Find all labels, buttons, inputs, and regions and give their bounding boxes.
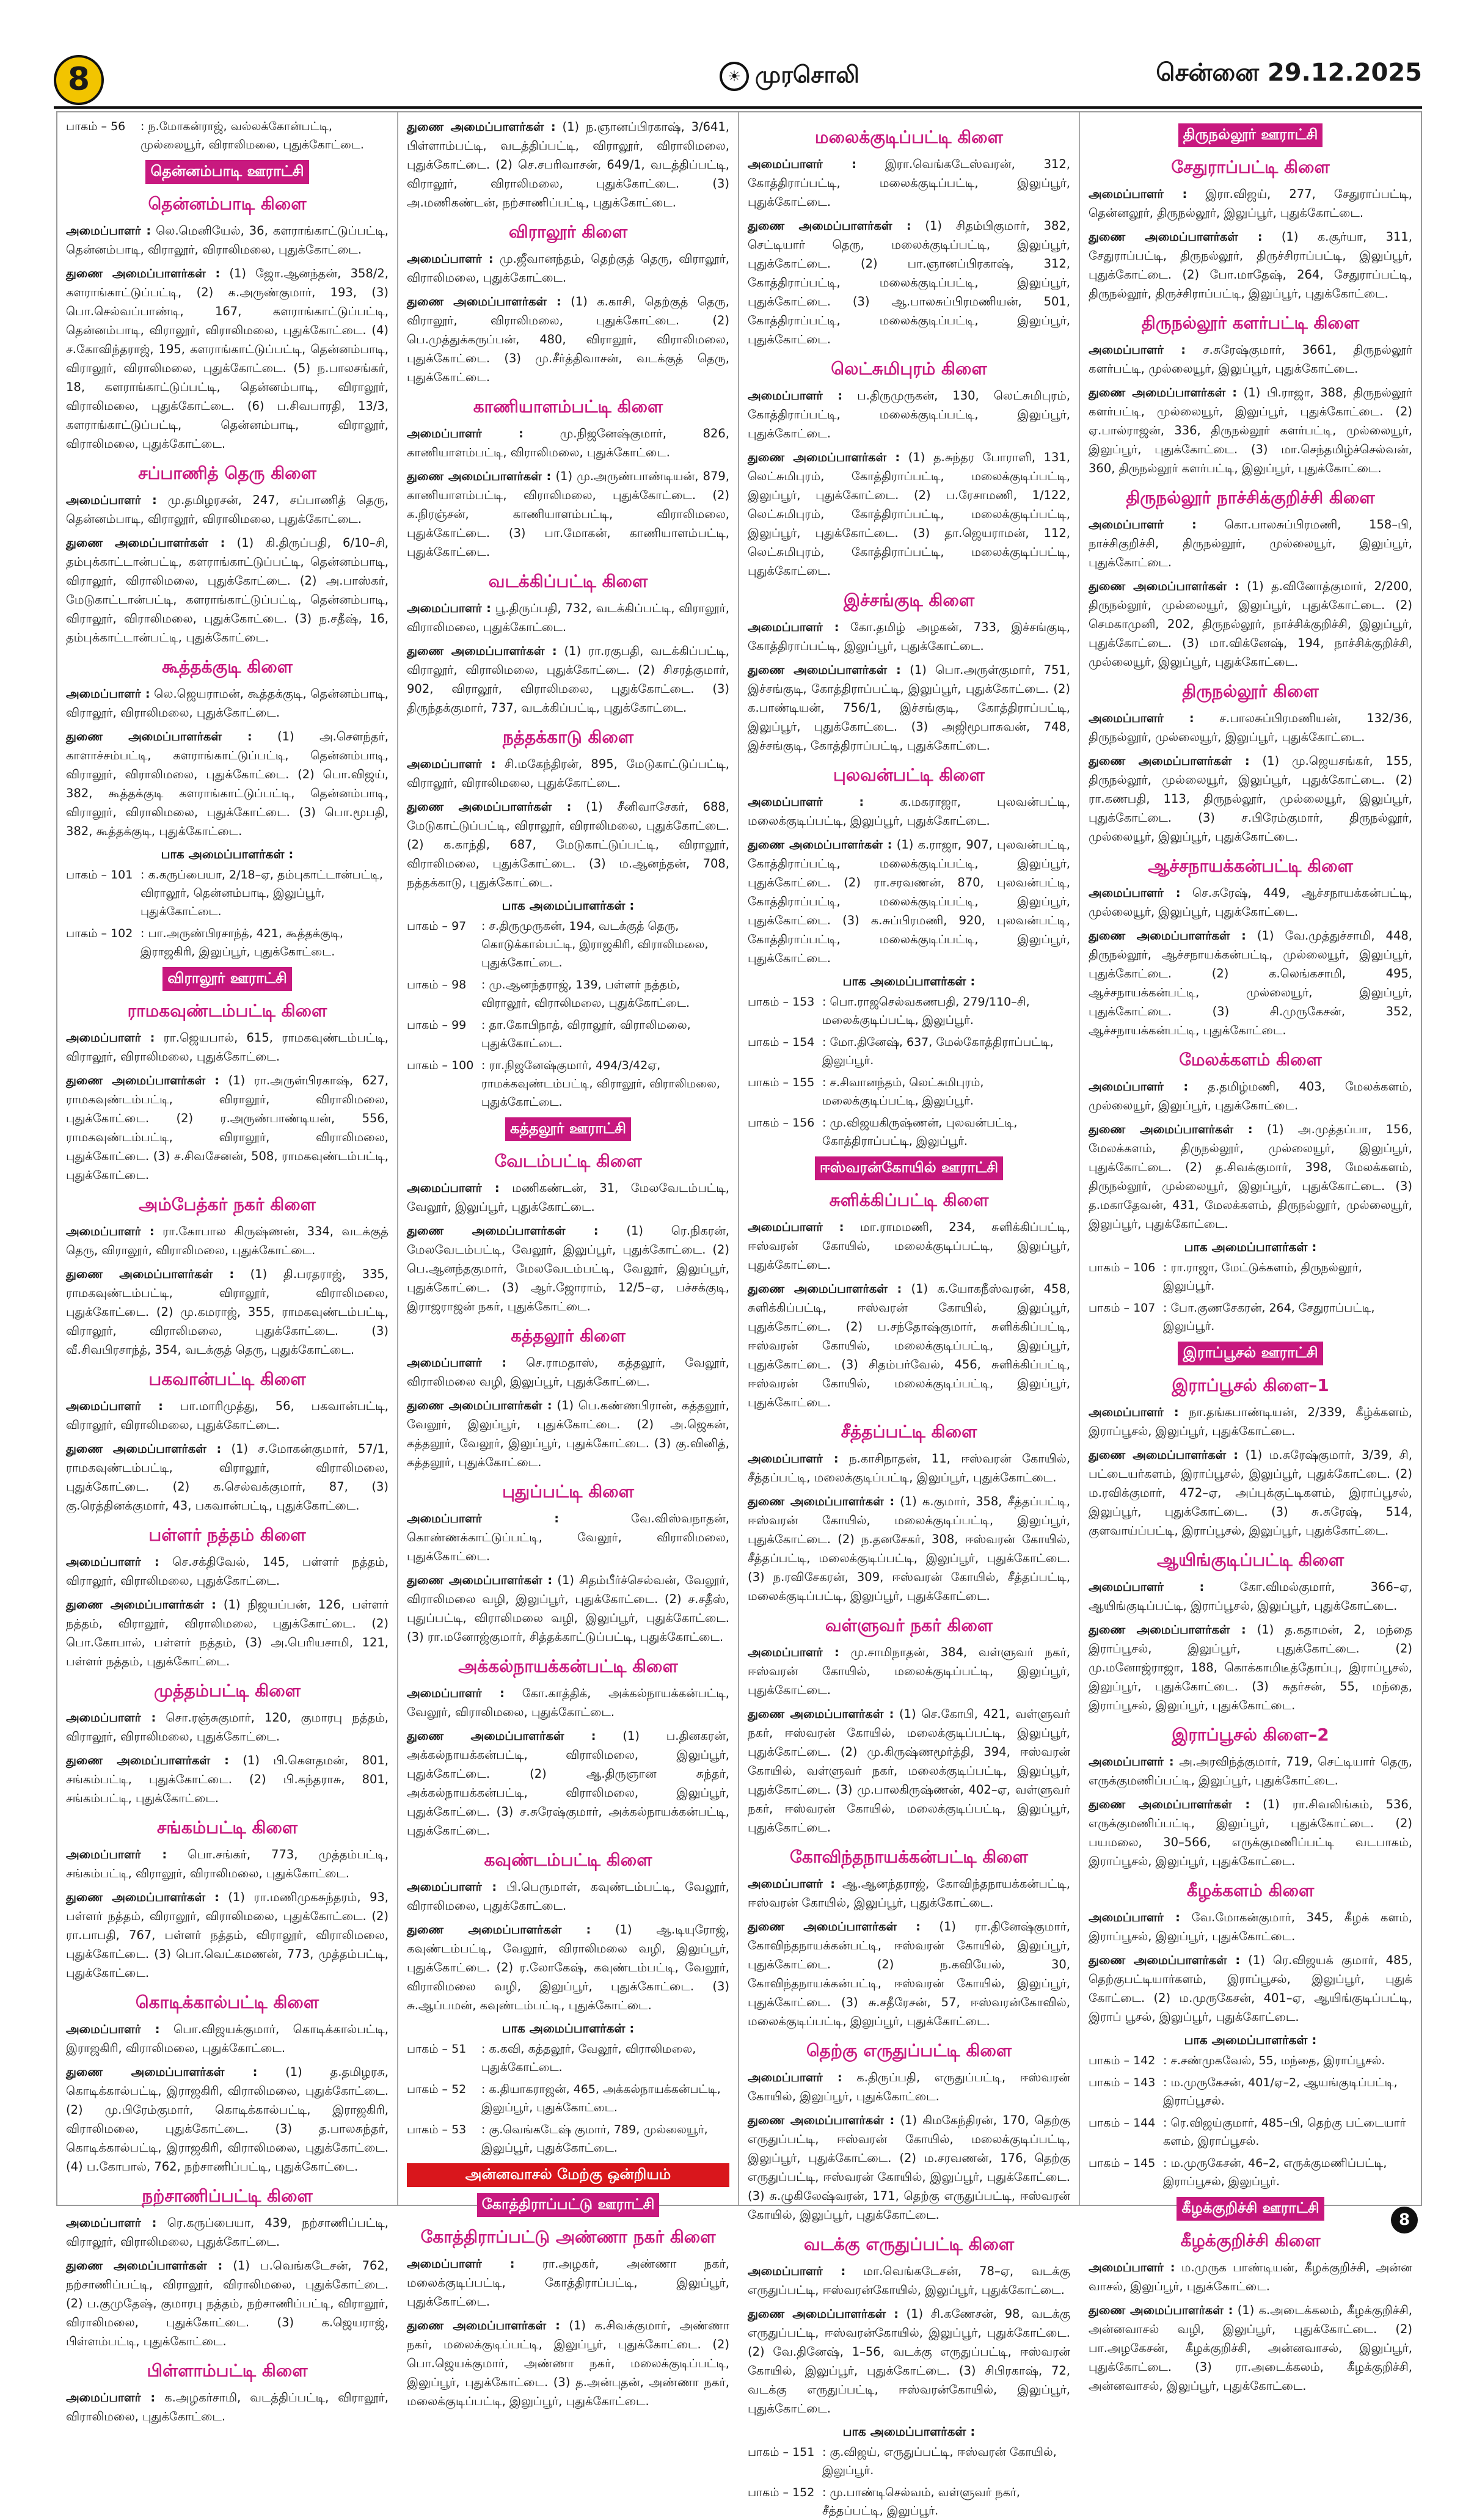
booth-row: பாகம் – 100 : ரா.நிஜனேஷ்குமார், 494/3/42ஏ, ராமக்கவுண்டம்பட்டி, விராலூர், விராலிமலை, புதுக்கோட்டை. — [407, 1059, 720, 1109]
booth-row: பாகம் – 142 : ச.சண்முகவேல், 55, மந்தை, இராப்பூசல். — [1089, 2054, 1385, 2067]
organizer-entry: அமைப்பாளர் : க.அழகர்சாமி, வடத்திப்பட்டி, விராலூர், விராலிமலை, புதுக்கோட்டை. — [66, 2390, 389, 2423]
branch-heading: சப்பாணித் தெரு கிளை — [138, 463, 316, 483]
organizer-entry: அமைப்பாளர் : லெ.ஜெயராமன், கூத்தக்குடி, தென்னம்பாடி, விராலூர், விராலிமலை, புதுக்கோட்டை. — [66, 687, 389, 720]
deputy-organizers-entry: துணை அமைப்பாளர்கள் : (1) ச.மோகன்குமார், 57/1, ராமகவுண்டம்பட்டி, விராலூர், விராலிமலை, புதுக்கோட்டை. (2) க.செல்வக்குமார், 87, (3) கு.ரெத்தினக்குமார், 43, பகவான்பட்டி, புதுக்கோட்டை. — [66, 1442, 389, 1513]
deputy-organizers-entry: துணை அமைப்பாளர்கள் : (1) கிமகேந்திரன், 170, தெற்கு எருதுப்பட்டி, ஈஸ்வரன் கோயில், மலைக்குடிப்பட்டி, இலுப்பூர், புதுக்கோட்டை. (2) ம.சரவணன், 176, தெற்கு எருதுப்பட்டி, ஈஸ்வரன் கோயில், இலுப்பூர், புதுக்கோட்டை. (3) சு.ழுகிலேஷ்வரன், 171, தெற்கு எருதுப்பட்டி, ஈஸ்வரன் கோயில், இலுப்பூர், புதுக்கோட்டை. — [748, 2113, 1070, 2222]
branch-heading: மேலக்களம் கிளை — [1179, 1050, 1322, 1070]
organizer-entry: அமைப்பாளர் : பி.பெருமாள், கவுண்டம்பட்டி, வேலூர், விராலிமலை, புதுக்கோட்டை. — [407, 1880, 729, 1913]
organizer-entry: அமைப்பாளர் : மணிகண்டன், 31, மேலவேடம்பட்டி, வேலூர், இலுப்பூர், புதுக்கோட்டை. — [407, 1181, 729, 1214]
organizer-entry: அமைப்பாளர் : மு.ஜீவானந்தம், தெற்குத் தெரு, விராலூர், விராலிமலை, புதுக்கோட்டை. — [407, 252, 729, 285]
deputy-organizers-entry: துணை அமைப்பாளர்கள் : (1) அ.முத்தப்பா, 156, மேலக்களம், திருநல்லூர், முல்லையூர், இலுப்பூர், புதுக்கோட்டை. (2) த.சிவக்குமார், 398, மேலக்களம், திருநல்லூர், முல்லையூர், இலுப்பூர், புதுக்கோட்டை. (3) த.மகாதேவன், 431, மேலக்களம், திருநல்லூர், முல்லையூர், இலுப்பூர், புதுக்கோட்டை. — [1089, 1122, 1413, 1231]
booth-organizers-heading: பாக அமைப்பாளர்கள் : — [842, 974, 976, 988]
deputy-organizers-entry: துணை அமைப்பாளர்கள் : (1) க.சிவக்குமார், அண்ணா நகர், மலைக்குடிப்பட்டி, இலுப்பூர், புதுக்கோட்டை. (2) பொ.ஜெயக்குமார், அண்ணா நகர், மலைக்குடிப்பட்டி, இலுப்பூர், புதுக்கோட்டை. (3) த.அன்புதன், அண்ணா நகர், மலைக்குடிப்பட்டி, இலுப்பூர், புதுக்கோட்டை. — [407, 2318, 729, 2408]
organizer-entry: அமைப்பாளர் : பொ.சங்கர், 773, முத்தம்பட்டி, சங்கம்பட்டி, விராலூர், விராலிமலை, புதுக்கோட்டை. — [66, 1847, 389, 1880]
branch-heading: வடக்கிப்பட்டி கிளை — [488, 571, 648, 591]
booth-organizers-heading: பாக அமைப்பாளர்கள் : — [161, 847, 294, 861]
deputy-organizers-entry: துணை அமைப்பாளர்கள் : (1) மு.அருண்பாண்டியன், 879, காணியாளம்பட்டி, விராலிமலை, புதுக்கோட்டை. (2) க.நிரஞ்சன், காணியாளம்பட்டி, விராலிமலை, புதுக்கோட்டை. (3) பா.மோகன், காணியாளம்பட்டி, புதுக்கோட்டை. — [407, 469, 730, 559]
branch-heading: அம்பேத்கர் நகர் கிளை — [139, 1194, 316, 1214]
organizer-entry: அமைப்பாளர் : கொ.பாலசுப்பிரமணி, 158–பி, நாச்சிகுறிச்சி, திருநல்லூர், முல்லையூர், இலுப்பூர், புதுக்கோட்டை. — [1089, 517, 1413, 569]
deputy-organizers-entry: துணை அமைப்பாளர்கள் : (1) க.ராஜா, 907, புலவன்பட்டி, கோத்திராப்பட்டி, மலைக்குடிப்பட்டி, இலுப்பூர், புதுக்கோட்டை. (2) ரா.சரவணன், 870, புலவன்பட்டி, கோத்திராப்பட்டி, மலைக்குடிப்பட்டி, இலுப்பூர், புதுக்கோட்டை. (3) க.சுப்பிரமணி, 920, புலவன்பட்டி, கோத்திராப்பட்டி, மலைக்குடிப்பட்டி, இலுப்பூர், புதுக்கோட்டை. — [748, 838, 1070, 965]
panchayat-band: கோத்திராப்பட்டு ஊராட்சி — [477, 2193, 660, 2217]
branch-heading: திருநல்லூர் கிளை — [1182, 681, 1319, 701]
page-columns — [56, 111, 1422, 2518]
booth-row: பாகம் – 106 : ரா.ராஜா, மேட்டுக்களம், திருநல்லூர், இலுப்பூர். — [1089, 1261, 1362, 1293]
booth-row: பாகம் – 143 : ம.முருகேசன், 401/ஏ–2, ஆயங்குடிப்பட்டி, இராப்பூசல். — [1089, 2076, 1398, 2108]
panchayat-band: திருநல்லூர் ஊராட்சி — [1178, 123, 1323, 147]
publication-name: முரசொலி — [755, 61, 859, 88]
booth-row: பாகம் – 53 : கு.வெங்கடேஷ் குமார், 789, முல்லையூர், இலுப்பூர், புதுக்கோட்டை. — [407, 2123, 708, 2155]
deputy-organizers-entry: துணை அமைப்பாளர்கள் : (1) பி.ராஜா, 388, திருநல்லூர் களர்பட்டி, முல்லையூர், இலுப்பூர், புதுக்கோட்டை. (2) ஏ.பால்ராஜன், 336, திருநல்லூர் களர்பட்டி, முல்லையூர், இலுப்பூர், புதுக்கோட்டை. (3) மா.செந்தமிழ்ச்செல்வன், 360, திருநல்லூர் களர்பட்டி, இலுப்பூர், புதுக்கோட்டை. — [1089, 385, 1412, 475]
booth-row: பாகம் – 156 : மு.விஜயகிருஷ்ணன், புலவன்பட்டி, கோத்திராப்பட்டி, இலுப்பூர். — [748, 1116, 1018, 1148]
deputy-organizers-entry: துணை அமைப்பாளர்கள் : (1) ஆ.டியுரோஜ், கவுண்டம்பட்டி, வேலூர், விராலிமலை வழி, இலுப்பூர், புதுக்கோட்டை. (2) ர.லோகேஷ், கவுண்டம்பட்டி, வேலூர், விராலிமலை வழி, இலுப்பூர், புதுக்கோட்டை. (3) சு.ஆப்பமன், கவுண்டம்பட்டி, புதுக்கோட்டை. — [407, 1923, 729, 2012]
footer-page-number: 8 — [1391, 2207, 1418, 2233]
booth-row: பாகம் – 56 : ந.மோகன்ராஜ், வல்லக்கோன்பட்டி, முல்லையூர், விராலிமலை, புதுக்கோட்டை. — [66, 120, 364, 152]
branch-heading: சங்கம்பட்டி கிளை — [156, 1817, 298, 1838]
deputy-organizers-entry: துணை அமைப்பாளர்கள் : (1) க.குமார், 358, சீத்தப்பட்டி, ஈஸ்வரன் கோயில், மலைக்குடிப்பட்டி, இலுப்பூர், புதுக்கோட்டை. (2) ந.தனசேகர், 308, ஈஸ்வரன் கோயில், சீத்தப்பட்டி, மலைக்குடிப்பட்டி, இலுப்பூர், புதுக்கோட்டை. (3) ந.ரவிசேகரன், 309, ஈஸ்வரன் கோயில், சீத்தப்பட்டி, மலைக்குடிப்பட்டி, இலுப்பூர், புதுக்கோட்டை. — [748, 1494, 1071, 1603]
branch-heading: பள்ளர் நத்தம் கிளை — [148, 1525, 306, 1545]
branch-heading: இச்சங்குடி கிளை — [843, 590, 975, 610]
organizer-entry: அமைப்பாளர் : ச.சுரேஷ்குமார், 3661, திருநல்லூர் களர்பட்டி, முல்லையூர், இலுப்பூர், புதுக்கோட்டை. — [1089, 343, 1412, 376]
booth-row: பாகம் – 152 : மு.பாண்டிசெல்வம், வள்ளுவர் நகர், சீத்தப்பட்டி, இலுப்பூர். — [748, 2486, 1020, 2518]
booth-row: பாகம் – 144 : ரெ.விஜய்குமார், 485–பி, தெற்கு பட்டையார் களம், இராப்பூசல். — [1089, 2116, 1406, 2148]
organizer-entry: அமைப்பாளர் : ம.முருக பாண்டியன், கீழக்குறிச்சி, அன்ன வாசல், இலுப்பூர், புதுக்கோட்டை. — [1089, 2260, 1412, 2293]
deputy-organizers-entry: துணை அமைப்பாளர்கள் : (1) த.வினோத்குமார், 2/200, திருநல்லூர், முல்லையூர், இலுப்பூர், புதுக்கோட்டை. (2) செமகாமுனி, 202, திருநல்லூர், நாச்சிக்குறிச்சி, இலுப்பூர், புதுக்கோட்டை. (3) மா.விக்னேஷ், 194, நாச்சிக்குறிச்சி, முல்லையூர், இலுப்பூர், புதுக்கோட்டை. — [1089, 579, 1413, 669]
organizer-entry: அமைப்பாளர் : க.திருப்பதி, எருதுப்பட்டி, ஈஸ்வரன் கோயில், இலுப்பூர், புதுக்கோட்டை. — [748, 2070, 1070, 2103]
booth-row: பாகம் – 99 : தா.கோபிநாத், விராலூர், விராலிமலை, புதுக்கோட்டை. — [407, 1018, 691, 1050]
booth-row: பாகம் – 51 : க.கவி, கத்தலூர், வேலூர், விராலிமலை, புதுக்கோட்டை. — [407, 2042, 696, 2074]
organizer-entry: அமைப்பாளர் : பூ.திருப்பதி, 732, வடக்கிப்பட்டி, விராலூர், விராலிமலை, புதுக்கோட்டை. — [407, 601, 729, 634]
sun-emblem-icon: ☀ — [720, 62, 749, 91]
deputy-organizers-entry: துணை அமைப்பாளர்கள் : (1) க.சூர்யா, 311, சேதுராப்பட்டி, திருநல்லூர், திருச்சிராப்பட்டி, இலுப்பூர், புதுக்கோட்டை. (2) போ.மாதேஷ், 264, சேதுராப்பட்டி, திருநல்லூர், திருச்சிராப்பட்டி, இலுப்பூர், புதுக்கோட்டை. — [1089, 230, 1412, 301]
organizer-entry: அமைப்பாளர் : கோ.விமல்குமார், 366–ஏ, ஆயிங்குடிப்பட்டி, இராப்பூசல், இலுப்பூர், புதுக்கோட்டை. — [1089, 1580, 1412, 1613]
page-header — [54, 55, 1422, 103]
branch-heading: லெட்சுமிபுரம் கிளை — [831, 359, 987, 379]
branch-heading: புலவன்பட்டி கிளை — [833, 765, 985, 785]
branch-heading: தென்னம்பாடி கிளை — [148, 194, 307, 214]
branch-heading: கீழக்குறிச்சி கிளை — [1180, 2230, 1321, 2251]
organizer-entry: அமைப்பாளர் : கோ.தமிழ் அழகன், 733, இச்சங்குடி, கோத்திராப்பட்டி, இலுப்பூர், புதுக்கோட்டை. — [748, 620, 1070, 653]
organizer-entry: அமைப்பாளர் : ரா.கோபால கிருஷ்ணன், 334, வடக்குத் தெரு, விராலூர், விராலிமலை, புதுக்கோட்டை. — [66, 1224, 389, 1257]
booth-row: பாகம் – 155 : ச.சிவானந்தம், லெட்சுமிபுரம், மலைக்குடிப்பட்டி, இலுப்பூர். — [748, 1076, 984, 1108]
booth-row: பாகம் – 145 : ம.முருகேசன், 46–2, எருக்குமணிப்பட்டி, இராப்பூசல், இலுப்பூர். — [1089, 2157, 1387, 2188]
branch-heading: ராமகவுண்டம்பட்டி கிளை — [127, 1001, 327, 1021]
organizer-entry: அமைப்பாளர் : அ.அரவிந்த்குமார், 719, செட்டியார் தெரு, எருக்குமணிப்பட்டி, இலுப்பூர், புதுக்கோட்டை. — [1089, 1755, 1413, 1788]
organizer-entry: அமைப்பாளர் : ச.பாலசுப்பிரமணியன், 132/36, திருநல்லூர், முல்லையூர், இலுப்பூர், புதுக்கோட்டை. — [1089, 711, 1412, 744]
branch-heading: வள்ளுவர் நகர் கிளை — [825, 1615, 993, 1635]
deputy-organizers-entry: துணை அமைப்பாளர்கள் : (1) செ.கோபி, 421, வள்ளுவர் நகர், ஈஸ்வரன் கோயில், மலைக்குடிப்பட்டி, இலுப்பூர், புதுக்கோட்டை. (2) மு.கிருஷ்ணமூர்த்தி, 394, ஈஸ்வரன் கோயில், வள்ளுவர் நகர், மலைக்குடிப்பட்டி, இலுப்பூர், புதுக்கோட்டை. (3) மு.பாலகிருஷ்ணன், 402–ஏ, வள்ளுவர் நகர், ஈஸ்வரன் கோயில், மலைக்குடிப்பட்டி, இலுப்பூர், புதுக்கோட்டை. — [748, 1707, 1071, 1835]
branch-heading: நற்சாணிப்பட்டி கிளை — [142, 2186, 313, 2206]
booth-organizers-heading: பாக அமைப்பாளர்கள் : — [1184, 2032, 1317, 2047]
panchayat-band: விராலூர் ஊராட்சி — [162, 967, 292, 991]
deputy-organizers-entry: துணை அமைப்பாளர்கள் : (1) அ.சௌந்தர், காளாச்சம்பட்டி, களராங்காட்டுப்பட்டி, தென்னம்பாடி, விராலூர், விராலிமலை, புதுக்கோட்டை. (2) பொ.விஜய், 382, கூத்தக்குடி களராங்காட்டுப்பட்டி, தென்னம்பாடி, விராலூர், விராலிமலை, புதுக்கோட்டை. (3) பொ.மூபதி, 382, கூத்தக்குடி, புதுக்கோட்டை. — [66, 729, 389, 838]
organizer-entry: அமைப்பாளர் : ப.திருமுருகன், 130, லெட்சுமிபுரம், கோத்திராப்பட்டி, மலைக்குடிப்பட்டி, இலுப்பூர், புதுக்கோட்டை. — [748, 389, 1071, 440]
deputy-organizers-entry: துணை அமைப்பாளர்கள் : (1) ரா.அருள்பிரகாஷ், 627, ராமகவுண்டம்பட்டி, விராலூர், விராலிமலை, புதுக்கோட்டை. (2) ர.அருண்பாண்டியன், 556, ராமகவுண்டம்பட்டி, விராலூர், விராலிமலை, புதுக்கோட்டை. (3) ச.சிவசேனன், 508, ராமகவுண்டம்பட்டி, புதுக்கோட்டை. — [66, 1073, 389, 1182]
column-2 — [398, 112, 739, 2408]
column-3 — [739, 112, 1080, 2518]
organizer-entry: அமைப்பாளர் : கோ.காத்திக், அக்கல்நாயக்கன்பட்டி, வேலூர், விராலிமலை, புதுக்கோட்டை. — [407, 1686, 729, 1719]
panchayat-band: இராப்பூசல் ஊராட்சி — [1178, 1342, 1323, 1365]
deputy-organizers-entry: துணை அமைப்பாளர்கள் : (1) ரெ.விஜயக் குமார், 485, தெற்குபட்டியார்களம், இராப்பூசல், இலுப்பூர், புதுக் கோட்டை. (2) ம.முருகேசன், 401–ஏ, ஆயிங்குடிப்பட்டி, இராப் பூசல், இலுப்பூர், புதுக்கோட்டை. — [1089, 1953, 1412, 2024]
deputy-organizers-entry: துணை அமைப்பாளர்கள் : (1) ரா.மணிமுகசுந்தரம், 93, பள்ளர் நத்தம், விராலூர், விராலிமலை, புதுக்கோட்டை. (2) ரா.பாபதி, 767, பள்ளர் நத்தம், விராலூர், விராலிமலை, புதுக்கோட்டை. (3) பொ.வெட்கமணன், 773, முத்தம்பட்டி, புதுக்கோட்டை. — [66, 1890, 389, 1980]
deputy-organizers-entry: துணை அமைப்பாளர்கள் : (1) த.சுந்தர போராளி, 131, லெட்சுமிபுரம், கோத்திராப்பட்டி, மலைக்குடிப்பட்டி, இலுப்பூர், புதுக்கோட்டை. (2) ப.ரேசாமணி, 1/122, லெட்சுமிபுரம், கோத்திராப்பட்டி, மலைக்குடிப்பட்டி, இலுப்பூர், புதுக்கோட்டை. (3) தா.ஜெயராமன், 112, லெட்சுமிபுரம், கோத்திராப்பட்டி, மலைக்குடிப்பட்டி, புதுக்கோட்டை. — [748, 450, 1070, 578]
branch-heading: வடக்கு எருதுப்பட்டி கிளை — [803, 2234, 1015, 2254]
organizer-entry: அமைப்பாளர் : நா.தங்கபாண்டியன், 2/339, கீழ்க்களம், இராப்பூசல், இலுப்பூர், புதுக்கோட்டை. — [1089, 1405, 1413, 1438]
organizer-entry: அமைப்பாளர் : ரா.அழகர், அண்ணா நகர், மலைக்குடிப்பட்டி, கோத்திராப்பட்டி, இலுப்பூர், புதுக்கோட்டை. — [407, 2257, 729, 2309]
branch-heading: கூத்தக்குடி கிளை — [162, 657, 293, 677]
panchayat-band: ஈஸ்வரன்கோயில் ஊராட்சி — [815, 1156, 1003, 1180]
organizer-entry: அமைப்பாளர் : த.தமிழ்மணி, 403, மேலக்களம், முல்லையூர், இலுப்பூர், புதுக்கோட்டை. — [1089, 1079, 1412, 1112]
branch-heading: பகவான்பட்டி கிளை — [148, 1369, 306, 1389]
organizer-entry: அமைப்பாளர் : மு.தமிழரசன், 247, சப்பாணித் தெரு, தென்னம்பாடி, விராலூர், விராலிமலை, புதுக்கோட்டை. — [66, 493, 389, 526]
organizer-entry: அமைப்பாளர் : இரா.விஜய், 277, சேதுராப்பட்டி, தென்னலூர், திருநல்லூர், இலுப்பூர், புதுக்கோட்டை. — [1089, 187, 1412, 220]
deputy-organizers-entry: துணை அமைப்பாளர்கள் : (1) நிஜயப்பன், 126, பள்ளர் நத்தம், விராலூர், விராலிமலை, புதுக்கோட்டை. (2) பொ.கோபால், பள்ளர் நத்தம், (3) அ.பெரியசாமி, 121, பள்ளர் நத்தம், புதுக்கோட்டை. — [66, 1598, 389, 1668]
booth-row: பாகம் – 107 : போ.குணசேகரன், 264, சேதுராப்பட்டி, இலுப்பூர். — [1089, 1301, 1375, 1333]
organizer-entry: அமைப்பாளர் : செ.சுரேஷ், 449, ஆச்சநாயக்கன்பட்டி, முல்லையூர், இலுப்பூர், புதுக்கோட்டை. — [1089, 886, 1412, 919]
branch-heading: மலைக்குடிப்பட்டி கிளை — [815, 127, 1003, 147]
column-1 — [57, 112, 398, 2423]
branch-heading: அக்கல்நாயக்கன்பட்டி கிளை — [458, 1656, 678, 1676]
organizer-entry: அமைப்பாளர் : செ.சக்திவேல், 145, பள்ளர் நத்தம், விராலூர், விராலிமலை, புதுக்கோட்டை. — [66, 1555, 389, 1588]
booth-row: பாகம் – 52 : க.தியாகராஜன், 465, அக்கல்நாயக்கன்பட்டி, இலுப்பூர், புதுக்கோட்டை. — [407, 2083, 721, 2114]
deputy-organizers-entry: துணை அமைப்பாளர்கள் : (1) தி.பரதராஜ், 335, ராமகவுண்டம்பட்டி, விராலூர், விராலிமலை, புதுக்கோட்டை. (2) மு.கமராஜ், 355, ராமகவுண்டம்பட்டி, விராலூர், விராலிமலை, புதுக்கோட்டை. (3) வீ.சிவபிரசாந்த், 354, வடக்குத் தெரு, புதுக்கோட்டை. — [66, 1267, 389, 1357]
organizer-entry: அமைப்பாளர் : பா.மாரிமுத்து, 56, பகவான்பட்டி, விராலூர், விராலிமலை, புதுக்கோட்டை. — [66, 1399, 389, 1432]
deputy-organizers-entry: துணை அமைப்பாளர்கள் : (1) ரெ.நிகரன், மேலவேடம்பட்டி, வேலூர், இலுப்பூர், புதுக்கோட்டை. (2) பெ.ஆனந்தகுமார், மேலவேடம்பட்டி, வேலூர், இலுப்பூர், புதுக்கோட்டை. (3) ஆர்.ஜோராம், 12/5–ஏ, பச்சக்குடி, இராஜராஜன் நகர், புதுக்கோட்டை. — [407, 1224, 730, 1313]
organizer-entry: அமைப்பாளர் : மு.நிஜனேஷ்குமார், 826, காணியாளம்பட்டி, விராலிமலை, புதுக்கோட்டை. — [407, 426, 729, 459]
organizer-entry: அமைப்பாளர் : பொ.விஜயக்குமார், கொடிக்கால்பட்டி, இராஜகிரி, விராலிமலை, புதுக்கோட்டை. — [66, 2022, 389, 2055]
deputy-organizers-entry: துணை அமைப்பாளர்கள் : (1) சிதம்பிகுமார், 382, செட்டியார் தெரு, மலைக்குடிப்பட்டி, இலுப்பூர், புதுக்கோட்டை. (2) பா.ஞானப்பிரகாஷ், 312, கோத்திராப்பட்டி, மலைக்குடிப்பட்டி, இலுப்பூர், புதுக்கோட்டை. (3) ஆ.பாலசுப்பிரமணியன், 501, கோத்திராப்பட்டி, மலைக்குடிப்பட்டி, இலுப்பூர், புதுக்கோட்டை. — [748, 219, 1070, 346]
deputy-organizers-entry: துணை அமைப்பாளர்கள் : (1) ப.தினகரன், அக்கல்நாயக்கன்பட்டி, விராலிமலை, இலுப்பூர், புதுக்கோட்டை. (2) ஆ.திருஞான சுந்தர், அக்கல்நாயக்கன்பட்டி, விராலிமலை, இலுப்பூர், புதுக்கோட்டை. (3) ச.சுரேஷ்குமார், அக்கல்நாயக்கன்பட்டி, புதுக்கோட்டை. — [407, 1729, 730, 1838]
page-number-badge: 8 — [54, 55, 104, 105]
booth-row: பாகம் – 151 : கு.விஜய், எருதுப்பட்டி, ஈஸ்வரன் கோயில், இலுப்பூர். — [748, 2445, 1057, 2477]
branch-heading: முத்தம்பட்டி கிளை — [154, 1681, 301, 1701]
organizer-entry: அமைப்பாளர் : செ.ராமதாஸ், கத்தலூர், வேலூர், விராலிமலை வழி, இலுப்பூர், புதுக்கோட்டை. — [407, 1356, 729, 1389]
deputy-organizers-entry: துணை அமைப்பாளர்கள் : (1) சி.கணேசன், 98, வடக்கு எருதுப்பட்டி, ஈஸ்வரன்கோயில், இலுப்பூர், புதுக்கோட்டை. (2) வே.தினேஷ், 1–56, வடக்கு எருதுப்பட்டி, ஈஸ்வரன் கோயில், இலுப்பூர், புதுக்கோட்டை. (3) சிபிரகாஷ், 72, வடக்கு எருதுப்பட்டி, ஈஸ்வரன்கோயில், இலுப்பூர், புதுக்கோட்டை. — [748, 2307, 1070, 2416]
branch-heading: கவுண்டம்பட்டி கிளை — [484, 1850, 652, 1870]
deputy-organizers-entry: துணை அமைப்பாளர்கள் : (1) ஜோ.ஆனந்தன், 358/2, களராங்காட்டுப்பட்டி, (2) க.அருண்குமார், 193, (3) பொ.செல்வப்பாண்டி, 167, களராங்காட்டுப்பட்டி, தென்னம்பாடி, விராலூர், விராலிமலை, புதுக்கோட்டை. (4) ச.கோவிந்தராஜ், 195, களராங்காட்டுப்பட்டி, தென்னம்பாடி, விராலூர், விராலிமலை, புதுக்கோட்டை. (5) ந.பாலசங்கர், 18, களராங்காட்டுப்பட்டி, தென்னம்பாடி, விராலூர், விராலிமலை, புதுக்கோட்டை. (6) ப.சிவபாரதி, 13/3, களராங்காட்டுப்பட்டி, தென்னம்பாடி, விராலூர், விராலிமலை, புதுக்கோட்டை. — [66, 266, 389, 451]
booth-row: பாகம் – 153 : பொ.ராஜசெல்வகணபதி, 279/110–சி, மலைக்குடிப்பட்டி, இலுப்பூர். — [748, 995, 1030, 1027]
branch-heading: வேடம்பட்டி கிளை — [494, 1151, 642, 1171]
organizer-entry: அமைப்பாளர் : இரா.வெங்கடேஸ்வரன், 312, கோத்திராப்பட்டி, மலைக்குடிப்பட்டி, இலுப்பூர், புதுக்கோட்டை. — [748, 157, 1071, 209]
deputy-organizers-entry: துணை அமைப்பாளர்கள் : (1) கி.திருப்பதி, 6/10–சி, தம்புக்காட்டான்பட்டி, களராங்காட்டுப்பட்டி, தென்னம்பாடி, விராலூர், விராலிமலை, புதுக்கோட்டை. (2) அ.பாஸ்கர், மேடுகாட்டான்பட்டி, களராங்காட்டுப்பட்டி, தென்னம்பாடி, விராலூர், விராலிமலை, புதுக்கோட்டை. (3) ந.சதீஷ், 16, தம்புக்காட்டான்பட்டி, புதுக்கோட்டை. — [66, 536, 389, 645]
deputy-organizers-entry: துணை அமைப்பாளர்கள் : (1) ப.வெங்கடேசன், 762, நற்சாணிப்பட்டி, விராலூர், விராலிமலை, புதுக்கோட்டை. (2) ப.குமுதேஷ், குமாரபு நத்தம், நற்சாணிப்பட்டி, விராலூர், விராலிமலை, புதுக்கோட்டை. (3) க.ஜெயராஜ், பிள்ளம்பட்டி, புதுக்கோட்டை. — [66, 2259, 389, 2348]
deputy-organizers-entry: துணை அமைப்பாளர்கள் : (1) மு.ஜெயசங்கர், 155, திருநல்லூர், முல்லையூர், இலுப்பூர், புதுக்கோட்டை. (2) ரா.கணபதி, 113, திருநல்லூர், முல்லையூர், இலுப்பூர், புதுக்கோட்டை. (3) ச.பிரேம்குமார், திருநல்லூர், முல்லையூர், இலுப்பூர், புதுக்கோட்டை. — [1089, 754, 1413, 844]
deputy-organizers-entry: துணை அமைப்பாளர்கள் : (1) க.யோகநீஸ்வரன், 458, சுளிக்கிப்பட்டி, ஈஸ்வரன் கோயில், இலுப்பூர், புதுக்கோட்டை. (2) ப.சந்தோஷ்குமார், சுளிக்கிப்பட்டி, ஈஸ்வரன் கோயில், மலைக்குடிப்பட்டி, இலுப்பூர், புதுக்கோட்டை. (3) சிதம்பர்வேல், 456, சுளிக்கிப்பட்டி, ஈஸ்வரன் கோயில், மலைக்குடிப்பட்டி, இலுப்பூர், புதுக்கோட்டை. — [748, 1282, 1070, 1409]
branch-heading: சீத்தப்பட்டி கிளை — [841, 1422, 977, 1442]
branch-heading: திருநல்லூர் நாச்சிக்குறிச்சி கிளை — [1126, 488, 1375, 508]
organizer-entry: அமைப்பாளர் : சொ.ரஞ்சுகுமார், 120, குமாரபு நத்தம், விராலூர், விராலிமலை, புதுக்கோட்டை. — [66, 1711, 389, 1744]
masthead-logo — [720, 61, 859, 92]
booth-organizers-heading: பாக அமைப்பாளர்கள் : — [502, 2021, 635, 2036]
branch-heading: தெற்கு எருதுப்பட்டி கிளை — [806, 2040, 1012, 2061]
branch-heading: விராலூர் கிளை — [508, 222, 628, 242]
deputy-organizers-entry: துணை அமைப்பாளர்கள் : (1) ரா.ரகுபதி, வடக்கிப்பட்டி, விராலூர், விராலிமலை, புதுக்கோட்டை. (2) சிசரத்குமார், 902, விராலூர், விராலிமலை, புதுக்கோட்டை. (3) திருந்தக்குமார், 737, வடக்கிப்பட்டி, புதுக்கோட்டை. — [407, 644, 729, 715]
organizer-entry: அமைப்பாளர் : ரா.ஜெயபால், 615, ராமகவுண்டம்பட்டி, விராலூர், விராலிமலை, புதுக்கோட்டை. — [66, 1031, 389, 1064]
branch-heading: கோத்திராப்பட்டு அண்ணா நகர் கிளை — [420, 2227, 716, 2247]
branch-heading: புதுப்பட்டி கிளை — [502, 1481, 634, 1502]
deputy-organizers-entry: துணை அமைப்பாளர்கள் : (1) ரா.சிவலிங்கம், 536, எருக்குமணிப்பட்டி, இலுப்பூர், புதுக்கோட்டை. (2) பயமலை, 30–566, எருக்குமணிப்பட்டி வடபாகம், இராப்பூசல், இலுப்பூர், புதுக்கோட்டை. — [1089, 1797, 1412, 1868]
branch-heading: கோவிந்தநாயக்கன்பட்டி கிளை — [790, 1847, 1028, 1867]
branch-heading: இராப்பூசல் கிளை–2 — [1172, 1725, 1329, 1745]
organizer-entry: அமைப்பாளர் : ரெ.கருப்பையா, 439, நற்சாணிப்பட்டி, விராலூர், விராலிமலை, புதுக்கோட்டை. — [66, 2216, 389, 2249]
booth-row: பாகம் – 98 : மு.ஆனந்தராஜ், 139, பள்ளர் நத்தம், விராலூர், விராலிமலை, புதுக்கோட்டை. — [407, 978, 690, 1010]
branch-heading: கத்தலூர் கிளை — [511, 1326, 626, 1346]
deputy-organizers-entry: துணை அமைப்பாளர்கள் : (1) வே.முத்துச்சாமி, 448, திருநல்லூர், ஆச்சநாயக்கன்பட்டி, முல்லையூர், இலுப்பூர், புதுக்கோட்டை. (2) க.லெங்கசாமி, 495, ஆச்சநாயக்கன்பட்டி, முல்லையூர், இலுப்பூர், புதுக்கோட்டை. (3) சி.முருகேசன், 352, ஆச்சநாயக்கன்பட்டி, புதுக்கோட்டை. — [1089, 929, 1412, 1037]
deputy-organizers-entry: துணை அமைப்பாளர்கள் : (1) பெ.கண்ணபிரான், கத்தலூர், வேலூர், இலுப்பூர், புதுக்கோட்டை. (2) அ.ஜெகன், கத்தலூர், வேலூர், இலுப்பூர், புதுக்கோட்டை. (3) கு.வினித், கத்தலூர், புதுக்கோட்டை. — [407, 1398, 729, 1469]
deputy-organizers-entry: துணை அமைப்பாளர்கள் : (1) க.காசி, தெற்குத் தெரு, விராலூர், விராலிமலை, புதுக்கோட்டை. (2) பெ.முத்துக்கருப்பன், 480, விராலூர், விராலிமலை, புதுக்கோட்டை. (3) மு.சீர்த்திவாசன், வடக்குத் தெரு, புதுக்கோட்டை. — [407, 294, 729, 384]
organizer-entry: அமைப்பாளர் : மு.சாமிநாதன், 384, வள்ளுவர் நகர், ஈஸ்வரன் கோயில், மலைக்குடிப்பட்டி, இலுப்பூர், புதுக்கோட்டை. — [748, 1645, 1070, 1697]
branch-heading: கொடிக்கால்பட்டி கிளை — [135, 1992, 319, 2012]
branch-heading: ஆச்சநாயக்கன்பட்டி கிளை — [1148, 856, 1353, 876]
deputy-organizers-entry: துணை அமைப்பாளர்கள் : (1) சீனிவாசேகர், 688, மேடுகாட்டுப்பட்டி, விராலூர், விராலிமலை, புதுக்கோட்டை. (2) க.காந்தி, 687, மேடுகாட்டுப்பட்டி, விராலூர், விராலிமலை, புதுக்கோட்டை. (3) ம.ஆனந்தன், 708, நத்தக்காடு, புதுக்கோட்டை. — [407, 800, 729, 889]
deputy-organizers-entry: துணை அமைப்பாளர்கள் : (1) பொ.அருள்குமார், 751, இச்சங்குடி, கோத்திராப்பட்டி, இலுப்பூர், புதுக்கோட்டை. (2) க.பாண்டியன், 756/1, இச்சங்குடி, கோத்திராப்பட்டி, இலுப்பூர், புதுக்கோட்டை. (3) அஜிமூபாசுவன், 748, இச்சங்குடி, கோத்திராப்பட்டி, புதுக்கோட்டை. — [748, 663, 1070, 753]
branch-heading: கீழக்களம் கிளை — [1186, 1880, 1315, 1901]
union-band: அன்னவாசல் மேற்கு ஒன்றியம் — [407, 2163, 729, 2187]
branch-heading: சுளிக்கிப்பட்டி கிளை — [829, 1190, 989, 1210]
booth-row: பாகம் – 97 : ச.திருமுருகன், 194, வடக்குத் தெரு, கொடுக்கால்பட்டி, இராஜகிரி, விராலிமலை, புதுக்கோட்டை. — [407, 919, 709, 970]
deputy-organizers-entry: துணை அமைப்பாளர்கள் : (1) ம.சுரேஷ்குமார், 3/39, சி, பட்டையர்களம், இராப்பூசல், இலுப்பூர், புதுக்கோட்டை. (2) ம.ரவிக்குமார், 472–ஏ, அப்புக்குட்டிகளம், இராப்பூசல், இலுப்பூர், புதுக்கோட்டை. (3) சு.சுரேஷ், 514, குளவாய்ப்பட்டி, இராப்பூசல், இலுப்பூர், புதுக்கோட்டை. — [1089, 1448, 1412, 1538]
deputy-organizers-entry: துணை அமைப்பாளர்கள் : (1) த.தமிழரசு, கொடிக்கால்பட்டி, இராஜகிரி, விராலிமலை, புதுக்கோட்டை. (2) மு.பிரேம்குமார், கொடிக்கால்பட்டி, இராஜகிரி, விராலிமலை, புதுக்கோட்டை. (3) த.பாலசுந்தர், கொடிக்கால்பட்டி, இராஜகிரி, விராலிமலை, புதுக்கோட்டை. (4) ப.கோபால், 762, நற்சாணிப்பட்டி, புதுக்கோட்டை. — [66, 2065, 389, 2174]
panchayat-band: கீழக்குறிச்சி ஊராட்சி — [1177, 2197, 1324, 2221]
booth-row: பாகம் – 101 : க.கருப்பையா, 2/18–ஏ, தம்புகாட்டான்பட்டி, விராலூர், தென்னம்பாடி, இலுப்பூர், புதுக்கோட்டை. — [66, 868, 383, 918]
booth-organizers-heading: பாக அமைப்பாளர்கள் : — [1184, 1240, 1317, 1254]
branch-heading: இராப்பூசல் கிளை–1 — [1172, 1375, 1329, 1395]
booth-row: பாகம் – 102 : பா.அருண்பிரசாந்த், 421, கூத்தக்குடி, இராஜகிரி, இலுப்பூர், புதுக்கோட்டை. — [66, 927, 343, 959]
deputy-organizers-entry: துணை அமைப்பாளர்கள் : (1) பி.கௌதமன், 801, சங்கம்பட்டி, புதுக்கோட்டை. (2) பி.கந்தராசு, 801, சங்கம்பட்டி, புதுக்கோட்டை. — [66, 1753, 389, 1805]
branch-heading: சேதுராப்பட்டி கிளை — [1171, 157, 1330, 177]
organizer-entry: அமைப்பாளர் : வே.மோகன்குமார், 345, கீழக் களம், இராப்பூசல், இலுப்பூர், புதுக்கோட்டை. — [1089, 1910, 1413, 1943]
panchayat-band: தென்னம்பாடி ஊராட்சி — [145, 160, 308, 184]
branch-heading: பிள்ளாம்பட்டி கிளை — [147, 2361, 308, 2381]
branch-heading: நத்தக்காடு கிளை — [502, 727, 634, 747]
city-date: சென்னை 29.12.2025 — [1156, 59, 1422, 87]
organizer-entry: அமைப்பாளர் : சி.மகேந்திரன், 895, மேடுகாட்டுப்பட்டி, விராலூர், விராலிமலை, புதுக்கோட்டை. — [407, 757, 729, 790]
branch-heading: ஆயிங்குடிப்பட்டி கிளை — [1156, 1550, 1344, 1570]
deputy-organizers-entry: துணை அமைப்பாளர்கள் : (1) சிதம்பீர்ச்செல்வன், வேலூர், விராலிமலை வழி, இலுப்பூர், புதுக்கோட்டை. (2) ச.சதீஸ், புதுப்பட்டி, விராலிமலை வழி, இலுப்பூர், புதுக்கோட்டை. (3) ரா.மனோஜ்குமார், சித்தக்காட்டுப்பட்டி, புதுக்கோட்டை. — [407, 1573, 730, 1644]
deputy-organizers-entry: துணை அமைப்பாளர்கள் : (1) ரா.தினேஷ்குமார், கோவிந்தநாயக்கன்பட்டி, ஈஸ்வரன் கோயில், இலுப்பூர், புதுக்கோட்டை. (2) ந.கவியேல், 30, கோவிந்தநாயக்கன்பட்டி, ஈஸ்வரன் கோயில், இலுப்பூர், புதுக்கோட்டை. (3) சு.சதீரேசன், 57, ஈஸ்வரன்கோவில், மலைக்குடிப்பட்டி, இலுப்பூர், புதுக்கோட்டை. — [748, 1919, 1070, 2028]
header-rule — [54, 106, 1422, 109]
branch-heading: காணியாளம்பட்டி கிளை — [473, 396, 663, 417]
deputy-organizers-entry: துணை அமைப்பாளர்கள் : (1) க.அடைக்கலம், கீழக்குறிச்சி, அன்னவாசல் வழி, இலுப்பூர், புதுக்கோட்டை. (2) பா.அழகேசன், கீழக்குறிச்சி, அன்னவாசல், இலுப்பூர், புதுக்கோட்டை. (3) ரா.அடைக்கலம், கீழக்குறிச்சி, அன்னவாசல், இலுப்பூர், புதுக்கோட்டை. — [1089, 2303, 1412, 2393]
column-4 — [1080, 112, 1421, 2393]
booth-organizers-heading: பாக அமைப்பாளர்கள் : — [842, 2424, 976, 2439]
deputy-organizers-entry: துணை அமைப்பாளர்கள் : (1) ந.ஞானப்பிரகாஷ், 3/641, பிள்ளாம்பட்டி, வடத்திப்பட்டி, விராலூர், விராலிமலை, புதுக்கோட்டை. (2) செ.சபரிவாசன், 649/1, வடத்திப்பட்டி, விராலூர், விராலிமலை, புதுக்கோட்டை. (3) அ.மணிகண்டன், நற்சாணிப்பட்டி, புதுக்கோட்டை. — [407, 120, 729, 210]
organizer-entry: அமைப்பாளர் : வே.விஸ்வநாதன், கொண்ணக்காட்டுப்பட்டி, வேலூர், விராலிமலை, புதுக்கோட்டை. — [407, 1511, 729, 1563]
organizer-entry: அமைப்பாளர் : மா.வெங்கடேசன், 78–ஏ, வடக்கு எருதுப்பட்டி, ஈஸ்வரன்கோயில், இலுப்பூர், புதுக்கோட்டை. — [748, 2264, 1070, 2297]
organizer-entry: அமைப்பாளர் : மா.ராமமணி, 234, சுளிக்கிப்பட்டி, ஈஸ்வரன் கோயில், மலைக்குடிப்பட்டி, இலுப்பூர், புதுக்கோட்டை. — [748, 1220, 1070, 1272]
panchayat-band: கத்தலூர் ஊராட்சி — [505, 1117, 631, 1141]
deputy-organizers-entry: துணை அமைப்பாளர்கள் : (1) த.கதாமன், 2, மந்தை இராப்பூசல், இலுப்பூர், புதுக்கோட்டை. (2) மு.மனோஜ்ராஜா, 188, கொக்காமிடீத்தோப்பு, இராப்பூசல், இலுப்பூர், புதுக்கோட்டை. (3) சுதர்சன், 55, மந்தை, இராப்பூசல், இலுப்பூர், புதுக்கோட்டை. — [1089, 1623, 1412, 1712]
organizer-entry: அமைப்பாளர் : ஆ.ஆனந்தராஜ், கோவிந்தநாயக்கன்பட்டி, ஈஸ்வரன் கோயில், இலுப்பூர், புதுக்கோட்டை. — [748, 1877, 1070, 1910]
branch-heading: திருநல்லூர் களர்பட்டி கிளை — [1141, 313, 1360, 333]
organizer-entry: அமைப்பாளர் : ந.காசிநாதன், 11, ஈஸ்வரன் கோயில், சீத்தப்பட்டி, மலைக்குடிப்பட்டி, இலுப்பூர், புதுக்கோட்டை. — [748, 1452, 1070, 1485]
organizer-entry: அமைப்பாளர் : லெ.மெனியேல், 36, களராங்காட்டுப்பட்டி, தென்னம்பாடி, விராலூர், விராலிமலை, புதுக்கோட்டை. — [66, 224, 389, 257]
organizer-entry: அமைப்பாளர் : க.மகராஜா, புலவன்பட்டி, மலைக்குடிப்பட்டி, இலுப்பூர், புதுக்கோட்டை. — [748, 795, 1070, 828]
booth-row: பாகம் – 154 : மோ.தினேஷ், 637, மேல்கோத்திராப்பட்டி, இலுப்பூர். — [748, 1035, 1054, 1067]
booth-organizers-heading: பாக அமைப்பாளர்கள் : — [502, 898, 635, 913]
